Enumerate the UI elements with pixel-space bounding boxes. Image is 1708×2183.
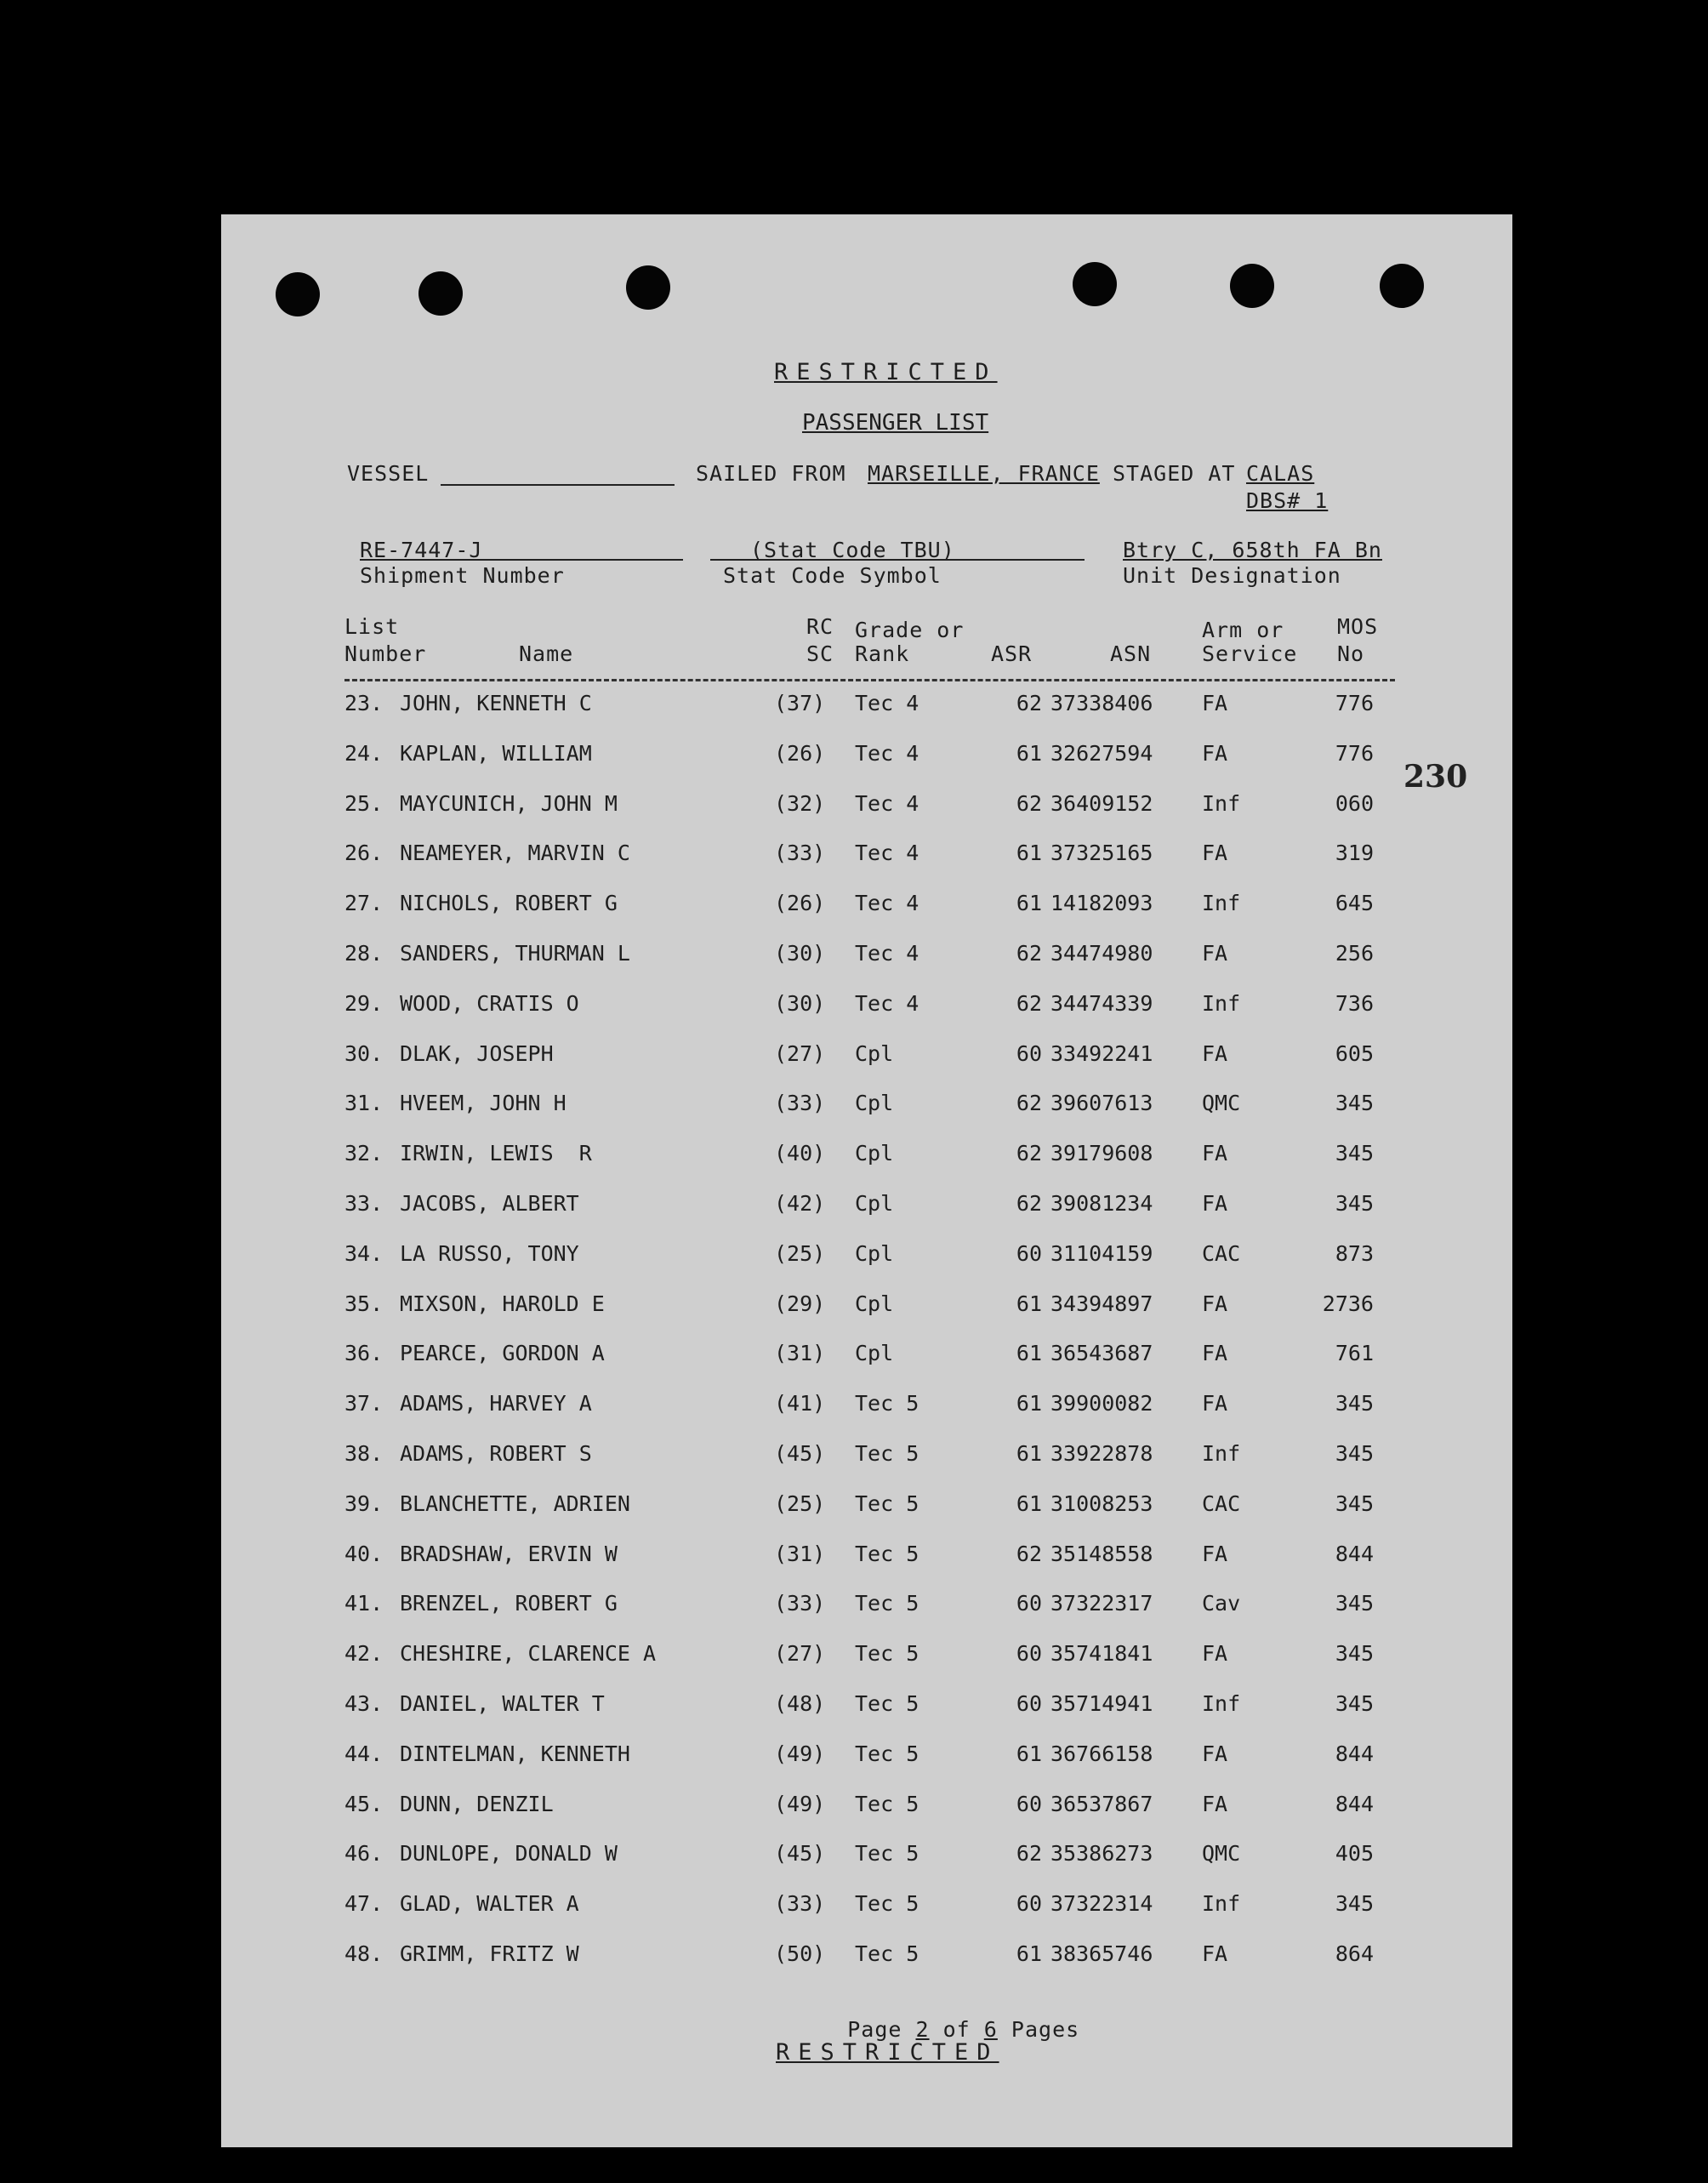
table-row <box>221 691 1512 725</box>
asn-value: 32627594 <box>1050 740 1153 766</box>
asn-value: 38365746 <box>1050 1941 1153 1966</box>
row-number: 38. <box>344 1441 384 1466</box>
col-list-number-2: Number <box>344 641 427 666</box>
col-grade-2: Rank <box>855 641 910 666</box>
mos-number: 345 <box>1335 1691 1374 1716</box>
arm-service: FA <box>1202 1291 1228 1316</box>
row-number: 33. <box>344 1191 384 1216</box>
staged-at-value: CALAS <box>1246 461 1315 486</box>
table-row <box>221 1591 1512 1625</box>
asr-value: 62 <box>1016 790 1042 816</box>
asn-value: 35714941 <box>1050 1691 1153 1716</box>
asn-value: 39179608 <box>1050 1141 1153 1166</box>
mos-number: 319 <box>1335 841 1374 866</box>
asr-value: 61 <box>1016 1441 1042 1466</box>
passenger-name: GRIMM, FRITZ W <box>400 1941 579 1966</box>
table-row <box>221 1291 1512 1325</box>
col-rc-2: SC <box>806 641 834 666</box>
asr-value: 62 <box>1016 1091 1042 1116</box>
rc-sc: (42) <box>774 1191 826 1216</box>
rc-sc: (25) <box>774 1490 826 1516</box>
shipment-number-line <box>360 559 683 561</box>
page-of: of <box>942 2017 971 2042</box>
grade-rank: Tec 5 <box>855 1891 919 1917</box>
grade-rank: Tec 5 <box>855 1691 919 1716</box>
header-divider <box>344 679 1395 681</box>
mos-number: 844 <box>1335 1791 1374 1816</box>
asr-value: 61 <box>1016 1341 1042 1366</box>
asn-value: 31008253 <box>1050 1490 1153 1516</box>
table-row <box>221 741 1512 775</box>
stat-code-line <box>710 559 1085 561</box>
asr-value: 62 <box>1016 1841 1042 1867</box>
asr-value: 62 <box>1016 691 1042 715</box>
grade-rank: Tec 4 <box>855 891 919 916</box>
asn-value: 37322317 <box>1050 1591 1153 1616</box>
grade-rank: Tec 5 <box>855 1391 919 1416</box>
passenger-name: NEAMEYER, MARVIN C <box>400 841 630 866</box>
grade-rank: Tec 5 <box>855 1741 919 1766</box>
col-arm-1: Arm or <box>1202 618 1284 642</box>
grade-rank: Cpl <box>855 1141 894 1166</box>
mos-number: 256 <box>1335 941 1374 966</box>
stamp-number: 230 <box>1403 759 1468 795</box>
grade-rank: Tec 5 <box>855 1941 919 1966</box>
classification-top: RESTRICTED <box>774 359 998 385</box>
grade-rank: Cpl <box>855 1341 894 1366</box>
mos-number: 844 <box>1335 1541 1374 1566</box>
asn-value: 14182093 <box>1050 891 1153 916</box>
rc-sc: (37) <box>774 691 826 715</box>
mos-number: 405 <box>1335 1841 1374 1867</box>
table-row <box>221 1491 1512 1525</box>
row-number: 41. <box>344 1591 384 1616</box>
mos-number: 345 <box>1335 1141 1374 1166</box>
table-row <box>221 891 1512 925</box>
mos-number: 345 <box>1335 1441 1374 1466</box>
asr-value: 60 <box>1016 1891 1042 1917</box>
table-row <box>221 1191 1512 1225</box>
mos-number: 605 <box>1335 1040 1374 1066</box>
grade-rank: Tec 4 <box>855 790 919 816</box>
punch-hole <box>626 265 670 310</box>
mos-number: 345 <box>1335 1891 1374 1917</box>
asr-value: 61 <box>1016 1391 1042 1416</box>
punch-hole <box>1380 264 1424 308</box>
arm-service: Inf <box>1202 1891 1241 1917</box>
shipment-number-label: Shipment Number <box>360 563 565 588</box>
mos-number: 776 <box>1335 691 1374 715</box>
mos-number: 060 <box>1335 790 1374 816</box>
table-row <box>221 1441 1512 1475</box>
grade-rank: Tec 4 <box>855 990 919 1016</box>
mos-number: 776 <box>1335 740 1374 766</box>
grade-rank: Tec 4 <box>855 941 919 966</box>
rc-sc: (41) <box>774 1391 826 1416</box>
asn-value: 37325165 <box>1050 841 1153 866</box>
row-number: 45. <box>344 1791 384 1816</box>
table-row <box>221 1542 1512 1576</box>
passenger-name: ADAMS, HARVEY A <box>400 1391 592 1416</box>
row-number: 29. <box>344 990 384 1016</box>
asr-value: 60 <box>1016 1791 1042 1816</box>
rc-sc: (31) <box>774 1341 826 1366</box>
row-number: 24. <box>344 740 384 766</box>
passenger-name: DUNLOPE, DONALD W <box>400 1841 618 1867</box>
asn-value: 31104159 <box>1050 1240 1153 1266</box>
arm-service: FA <box>1202 1541 1228 1566</box>
arm-service: Inf <box>1202 891 1241 916</box>
asr-value: 62 <box>1016 941 1042 966</box>
rc-sc: (33) <box>774 1891 826 1917</box>
asn-value: 37322314 <box>1050 1891 1153 1917</box>
asr-value: 61 <box>1016 740 1042 766</box>
col-list-number-1: List <box>344 614 400 639</box>
asr-value: 60 <box>1016 1641 1042 1667</box>
rc-sc: (32) <box>774 790 826 816</box>
passenger-name: DANIEL, WALTER T <box>400 1691 605 1716</box>
grade-rank: Cpl <box>855 1040 894 1066</box>
sailed-from-value: MARSEILLE, FRANCE <box>868 461 1100 486</box>
table-row <box>221 1741 1512 1775</box>
asn-value: 39081234 <box>1050 1191 1153 1216</box>
unit-designation-label: Unit Designation <box>1123 563 1341 588</box>
row-number: 37. <box>344 1391 384 1416</box>
page-current: 2 <box>915 2017 930 2042</box>
mos-number: 844 <box>1335 1741 1374 1766</box>
grade-rank: Tec 5 <box>855 1641 919 1667</box>
mos-number: 864 <box>1335 1941 1374 1966</box>
rc-sc: (31) <box>774 1541 826 1566</box>
mos-number: 736 <box>1335 990 1374 1016</box>
row-number: 40. <box>344 1541 384 1566</box>
vessel-label: VESSEL <box>347 461 430 486</box>
punch-hole <box>1073 262 1117 306</box>
mos-number: 345 <box>1335 1591 1374 1616</box>
rc-sc: (30) <box>774 941 826 966</box>
arm-service: FA <box>1202 1141 1228 1166</box>
rc-sc: (49) <box>774 1741 826 1766</box>
asn-value: 33922878 <box>1050 1441 1153 1466</box>
row-number: 36. <box>344 1341 384 1366</box>
grade-rank: Tec 5 <box>855 1441 919 1466</box>
arm-service: FA <box>1202 1040 1228 1066</box>
arm-service: FA <box>1202 941 1228 966</box>
passenger-name: NICHOLS, ROBERT G <box>400 891 618 916</box>
grade-rank: Tec 4 <box>855 740 919 766</box>
asr-value: 62 <box>1016 1191 1042 1216</box>
grade-rank: Tec 4 <box>855 691 919 715</box>
staged-at-label: STAGED AT <box>1113 461 1236 486</box>
col-mos-1: MOS <box>1337 614 1379 639</box>
page-prefix: Page <box>847 2017 902 2042</box>
asn-value: 34474339 <box>1050 990 1153 1016</box>
arm-service: FA <box>1202 1191 1228 1216</box>
dbs-number: DBS# 1 <box>1246 488 1329 513</box>
grade-rank: Cpl <box>855 1191 894 1216</box>
punch-hole <box>418 271 463 316</box>
mos-number: 345 <box>1335 1490 1374 1516</box>
grade-rank: Cpl <box>855 1091 894 1116</box>
table-row <box>221 941 1512 975</box>
passenger-name: DUNN, DENZIL <box>400 1791 554 1816</box>
rc-sc: (50) <box>774 1941 826 1966</box>
grade-rank: Tec 5 <box>855 1591 919 1616</box>
passenger-name: SANDERS, THURMAN L <box>400 941 630 966</box>
mos-number: 345 <box>1335 1091 1374 1116</box>
page-suffix: Pages <box>1011 2017 1080 2042</box>
asn-value: 37338406 <box>1050 691 1153 715</box>
punch-hole <box>276 272 320 316</box>
asn-value: 35386273 <box>1050 1841 1153 1867</box>
row-number: 26. <box>344 841 384 866</box>
shipment-number-value: RE-7447-J <box>360 538 483 562</box>
row-number: 30. <box>344 1040 384 1066</box>
rc-sc: (45) <box>774 1441 826 1466</box>
mos-number: 645 <box>1335 891 1374 916</box>
table-row <box>221 791 1512 825</box>
arm-service: Inf <box>1202 790 1241 816</box>
rc-sc: (33) <box>774 1591 826 1616</box>
asn-value: 33492241 <box>1050 1040 1153 1066</box>
asn-value: 35148558 <box>1050 1541 1153 1566</box>
arm-service: Inf <box>1202 1691 1241 1716</box>
arm-service: Inf <box>1202 990 1241 1016</box>
table-row <box>221 1891 1512 1925</box>
mos-number: 2736 <box>1322 1291 1374 1316</box>
col-rc-1: RC <box>806 614 834 639</box>
row-number: 34. <box>344 1240 384 1266</box>
col-grade-1: Grade or <box>855 618 965 642</box>
asn-value: 39900082 <box>1050 1391 1153 1416</box>
punch-hole <box>1230 264 1274 308</box>
arm-service: FA <box>1202 1391 1228 1416</box>
passenger-name: BLANCHETTE, ADRIEN <box>400 1490 630 1516</box>
arm-service: Cav <box>1202 1591 1241 1616</box>
asn-value: 36543687 <box>1050 1341 1153 1366</box>
rc-sc: (25) <box>774 1240 826 1266</box>
col-mos-2: No <box>1337 641 1365 666</box>
arm-service: FA <box>1202 1641 1228 1667</box>
passenger-name: HVEEM, JOHN H <box>400 1091 566 1116</box>
rc-sc: (29) <box>774 1291 826 1316</box>
stat-code-value: (Stat Code TBU) <box>750 538 955 562</box>
passenger-name: BRENZEL, ROBERT G <box>400 1591 618 1616</box>
passenger-name: DINTELMAN, KENNETH <box>400 1741 630 1766</box>
row-number: 28. <box>344 941 384 966</box>
asr-value: 60 <box>1016 1240 1042 1266</box>
rc-sc: (27) <box>774 1641 826 1667</box>
passenger-name: KAPLAN, WILLIAM <box>400 740 592 766</box>
rc-sc: (33) <box>774 841 826 866</box>
mos-number: 873 <box>1335 1240 1374 1266</box>
arm-service: FA <box>1202 1941 1228 1966</box>
asn-value: 36409152 <box>1050 790 1153 816</box>
asr-value: 61 <box>1016 1741 1042 1766</box>
asr-value: 60 <box>1016 1691 1042 1716</box>
rc-sc: (33) <box>774 1091 826 1116</box>
asr-value: 61 <box>1016 891 1042 916</box>
row-number: 32. <box>344 1141 384 1166</box>
grade-rank: Cpl <box>855 1291 894 1316</box>
asn-value: 34394897 <box>1050 1291 1153 1316</box>
grade-rank: Tec 5 <box>855 1841 919 1867</box>
arm-service: QMC <box>1202 1091 1241 1116</box>
stat-code-label: Stat Code Symbol <box>723 563 942 588</box>
arm-service: CAC <box>1202 1240 1241 1266</box>
table-row <box>221 1091 1512 1125</box>
rc-sc: (49) <box>774 1791 826 1816</box>
passenger-name: BRADSHAW, ERVIN W <box>400 1541 618 1566</box>
rc-sc: (27) <box>774 1040 826 1066</box>
row-number: 23. <box>344 691 384 715</box>
row-number: 25. <box>344 790 384 816</box>
asr-value: 61 <box>1016 1291 1042 1316</box>
table-row <box>221 1792 1512 1826</box>
sailed-from-label: SAILED FROM <box>696 461 846 486</box>
document-page <box>221 214 1512 2147</box>
asn-value: 34474980 <box>1050 941 1153 966</box>
arm-service: FA <box>1202 740 1228 766</box>
asn-value: 35741841 <box>1050 1641 1153 1667</box>
passenger-name: MIXSON, HAROLD E <box>400 1291 605 1316</box>
table-row <box>221 1241 1512 1275</box>
table-row <box>221 1341 1512 1375</box>
passenger-name: DLAK, JOSEPH <box>400 1040 554 1066</box>
row-number: 44. <box>344 1741 384 1766</box>
classification-bottom: RESTRICTED <box>776 2039 999 2066</box>
col-name: Name <box>519 641 574 666</box>
table-row <box>221 1641 1512 1675</box>
asr-value: 62 <box>1016 990 1042 1016</box>
asn-value: 36537867 <box>1050 1791 1153 1816</box>
arm-service: FA <box>1202 841 1228 866</box>
asr-value: 60 <box>1016 1591 1042 1616</box>
table-row <box>221 991 1512 1025</box>
passenger-name: IRWIN, LEWIS R <box>400 1141 592 1166</box>
col-asn: ASN <box>1110 641 1152 666</box>
col-arm-2: Service <box>1202 641 1298 666</box>
unit-designation-value: Btry C, 658th FA Bn <box>1123 538 1382 562</box>
row-number: 35. <box>344 1291 384 1316</box>
grade-rank: Cpl <box>855 1240 894 1266</box>
rc-sc: (40) <box>774 1141 826 1166</box>
table-row <box>221 1041 1512 1075</box>
asr-value: 62 <box>1016 1141 1042 1166</box>
grade-rank: Tec 4 <box>855 841 919 866</box>
table-row <box>221 1691 1512 1725</box>
row-number: 39. <box>344 1490 384 1516</box>
row-number: 47. <box>344 1891 384 1917</box>
passenger-name: JOHN, KENNETH C <box>400 691 592 715</box>
passenger-name: ADAMS, ROBERT S <box>400 1441 592 1466</box>
asr-value: 61 <box>1016 841 1042 866</box>
mos-number: 345 <box>1335 1391 1374 1416</box>
asn-value: 39607613 <box>1050 1091 1153 1116</box>
grade-rank: Tec 5 <box>855 1490 919 1516</box>
asr-value: 61 <box>1016 1490 1042 1516</box>
rc-sc: (30) <box>774 990 826 1016</box>
row-number: 46. <box>344 1841 384 1867</box>
arm-service: FA <box>1202 1741 1228 1766</box>
rc-sc: (26) <box>774 891 826 916</box>
vessel-blank <box>441 484 675 486</box>
row-number: 31. <box>344 1091 384 1116</box>
row-number: 42. <box>344 1641 384 1667</box>
passenger-name: PEARCE, GORDON A <box>400 1341 605 1366</box>
arm-service: FA <box>1202 691 1228 715</box>
passenger-name: GLAD, WALTER A <box>400 1891 579 1917</box>
table-row <box>221 1841 1512 1875</box>
page-total: 6 <box>983 2017 998 2042</box>
rc-sc: (48) <box>774 1691 826 1716</box>
col-asr: ASR <box>991 641 1033 666</box>
passenger-name: WOOD, CRATIS O <box>400 990 579 1016</box>
arm-service: Inf <box>1202 1441 1241 1466</box>
grade-rank: Tec 5 <box>855 1541 919 1566</box>
passenger-name: LA RUSSO, TONY <box>400 1240 579 1266</box>
passenger-name: JACOBS, ALBERT <box>400 1191 579 1216</box>
mos-number: 345 <box>1335 1641 1374 1667</box>
asr-value: 62 <box>1016 1541 1042 1566</box>
table-row <box>221 1391 1512 1425</box>
arm-service: FA <box>1202 1791 1228 1816</box>
passenger-name: MAYCUNICH, JOHN M <box>400 790 618 816</box>
passenger-name: CHESHIRE, CLARENCE A <box>400 1641 657 1667</box>
row-number: 43. <box>344 1691 384 1716</box>
arm-service: QMC <box>1202 1841 1241 1867</box>
table-row <box>221 841 1512 875</box>
rc-sc: (45) <box>774 1841 826 1867</box>
row-number: 48. <box>344 1941 384 1966</box>
arm-service: CAC <box>1202 1490 1241 1516</box>
asn-value: 36766158 <box>1050 1741 1153 1766</box>
list-title: PASSENGER LIST <box>802 410 989 436</box>
asr-value: 60 <box>1016 1040 1042 1066</box>
mos-number: 761 <box>1335 1341 1374 1366</box>
row-number: 27. <box>344 891 384 916</box>
arm-service: FA <box>1202 1341 1228 1366</box>
table-row <box>221 1941 1512 1975</box>
asr-value: 61 <box>1016 1941 1042 1966</box>
mos-number: 345 <box>1335 1191 1374 1216</box>
rc-sc: (26) <box>774 740 826 766</box>
grade-rank: Tec 5 <box>855 1791 919 1816</box>
table-row <box>221 1141 1512 1175</box>
